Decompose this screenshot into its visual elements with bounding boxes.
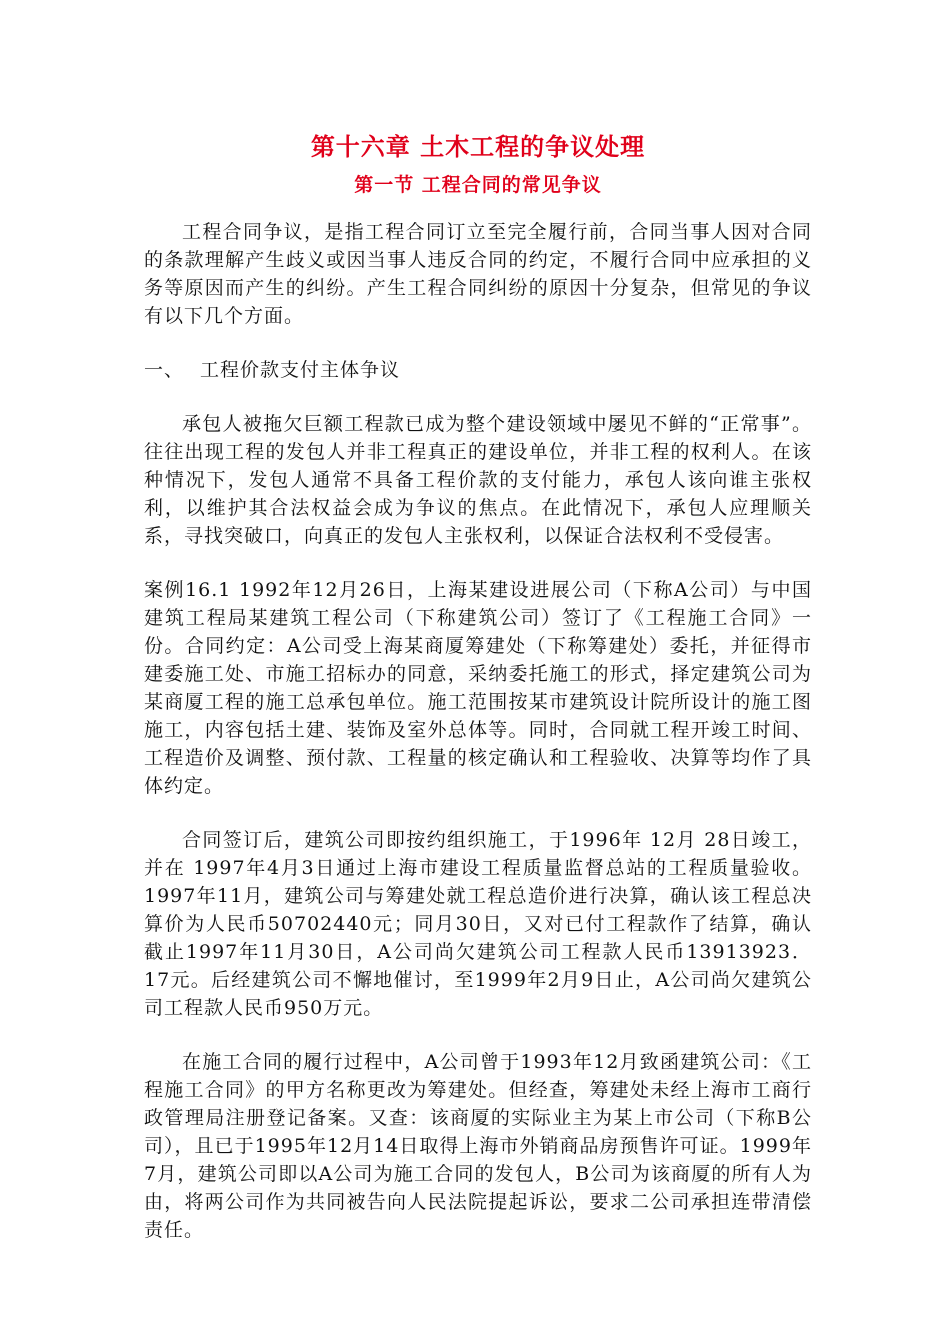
paragraph-settlement: 合同签订后，建筑公司即按约组织施工，于1996年 12月 28日竣工，并在 1997年4月3日通过上海市建设工程质量监督总站的工程质量验收。1997年11月，建筑公司与筹建处就工程总造价进行决算，确认该工程总决算价为人民币50702440元；同月30日，又对已付工程款作了结算，确认截止1997年11月30日，A公司尚欠建筑公司工程款人民币13913923．17元。后经建筑公司不懈地催讨，至1999年2月9日止，A公司尚欠建筑公司工程款人民币950万元。 [144,829,812,1019]
chapter-title: 第十六章 土木工程的争议处理 [310,132,646,161]
heading-number: 一、 [144,359,185,381]
heading-text: 工程价款支付主体争议 [200,359,401,381]
paragraph-arrears: 承包人被拖欠巨额工程款已成为整个建设领域中屡见不鲜的“正常事”。往往出现工程的发包人并非工程真正的建设单位，并非工程的权利人。在该种情况下，发包人通常不具备工程价款的支付能力，承包人该向谁主张权利，以维护其合法权益会成为争议的焦点。在此情况下，承包人应理顺关系，寻找突破口，向真正的发包人主张权利，以保证合法权利不受侵害。 [144,413,812,547]
document-page [144,128,812,1244]
intro-paragraph: 工程合同争议，是指工程合同订立至完全履行前，合同当事人因对合同的条款理解产生歧义或因当事人违反合同的约定，不履行合同中应承担的义务等原因而产生的纠纷。产生工程合同纠纷的原因十分复杂，但常见的争议有以下几个方面。 [144,221,812,327]
paragraph-lawsuit: 在施工合同的履行过程中，A公司曾于1993年12月致函建筑公司：《工程施工合同》的甲方名称更改为筹建处。但经查，筹建处未经上海市工商行政管理局注册登记备案。又查：该商厦的实际业主为某上市公司（下称B公司），且已于1995年12月14日取得上海市外销商品房预售许可证。1999年7月，建筑公司即以A公司为施工合同的发包人，B公司为该商厦的所有人为由，将两公司作为共同被告向人民法院提起诉讼，要求二公司承担连带清偿责任。 [144,1051,812,1241]
case-paragraph: 案例16.1 1992年12月26日，上海某建设进展公司（下称A公司）与中国建筑工程局某建筑工程公司（下称建筑公司）签订了《工程施工合同》一份。合同约定：A公司受上海某商厦筹建处（下称筹建处）委托，并征得市建委施工处、市施工招标办的同意，采纳委托施工的形式，择定建筑公司为某商厦工程的施工总承包单位。施工范围按某市建筑设计院所设计的施工图施工，内容包括土建、装饰及室外总体等。同时，合同就工程开竣工时间、工程造价及调整、预付款、工程量的核定确认和工程验收、决算等均作了具体约定。 [144,579,812,797]
section-title: 第一节 工程合同的常见争议 [354,174,602,196]
heading-payment-dispute [144,356,812,384]
